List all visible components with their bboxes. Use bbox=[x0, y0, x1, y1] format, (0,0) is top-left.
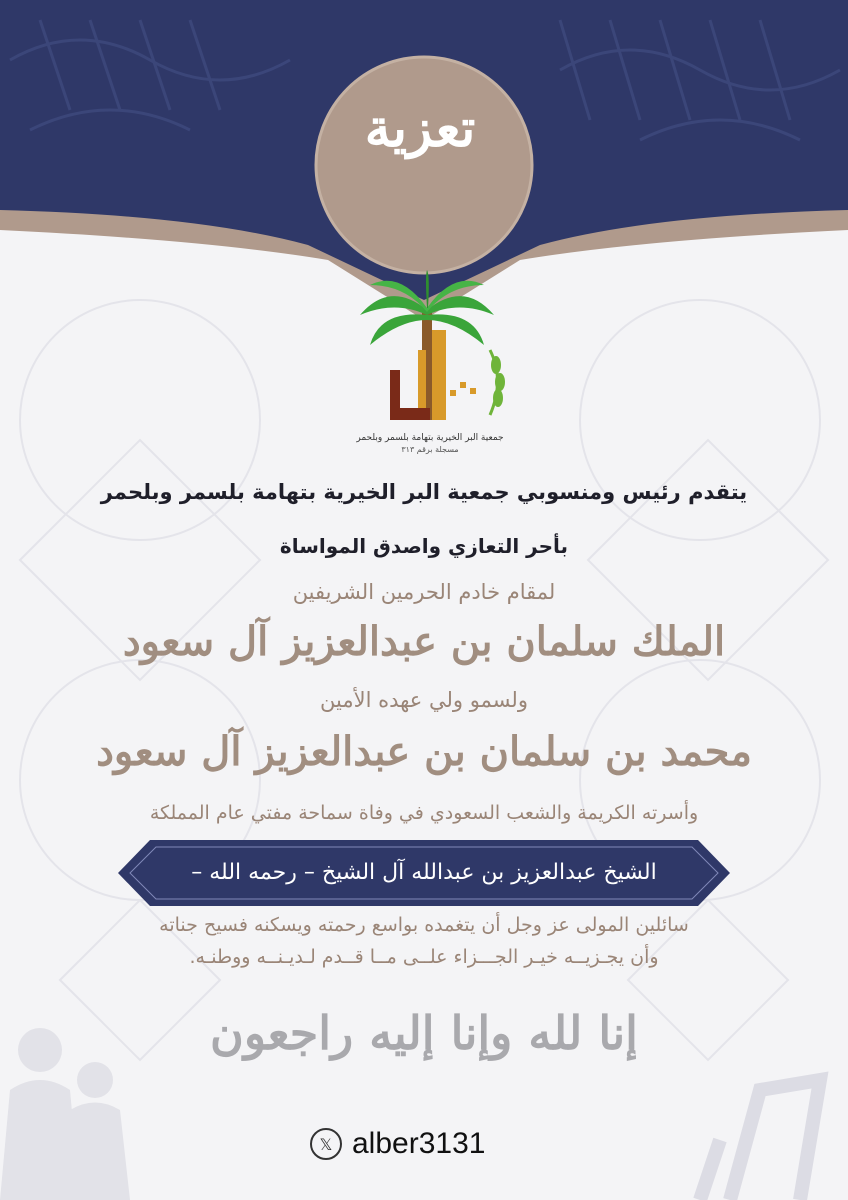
logo-org-name: جمعية البر الخيرية بتهامة بلسمر وبلحمر bbox=[356, 433, 504, 443]
towers-icon bbox=[390, 330, 476, 420]
message-line-2: بأحر التعازي واصدق المواساة bbox=[279, 534, 569, 558]
banner-text: الشيخ عبدالعزيز بن عبدالله آل الشيخ – رحمه الله – bbox=[191, 860, 657, 885]
wheat-branch-icon bbox=[490, 350, 505, 415]
prayer-line-2: وأن يجـزيــه خيـر الجـــزاء علــى مــا قــدم لـديـنــه ووطنـه. bbox=[189, 946, 659, 968]
handle-text: alber3131 bbox=[352, 1127, 486, 1160]
crown-prince-name: محمد بن سلمان بن عبدالعزيز آل سعود bbox=[96, 728, 752, 775]
prayer-line-1: سائلين المولى عز وجل أن يتغمده بواسع رحمته ويسكنه فسيح جناته bbox=[159, 914, 689, 936]
message-line-4: ولسمو ولي عهده الأمين bbox=[320, 688, 528, 712]
message-line-3: لمقام خادم الحرمين الشريفين bbox=[292, 580, 556, 604]
message-line-5: وأسرته الكريمة والشعب السعودي في وفاة سماحة مفتي عام المملكة bbox=[149, 802, 699, 824]
message-line-1: يتقدم رئيس ومنسوبي جمعية البر الخيرية بتهامة بلسمر وبلحمر bbox=[100, 480, 748, 504]
closing-verse: إنا لله وإنا إليه راجعون bbox=[210, 1006, 638, 1060]
logo-registration: مسجلة برقم ٣١٣ bbox=[401, 445, 459, 454]
king-name: الملك سلمان بن عبدالعزيز آل سعود bbox=[122, 618, 726, 665]
bottom-right-figures bbox=[700, 1080, 820, 1200]
social-handle[interactable] bbox=[310, 1124, 485, 1164]
palm-tree-icon bbox=[360, 270, 494, 420]
x-logo-icon: 𝕏 bbox=[310, 1128, 342, 1160]
org-logo bbox=[340, 270, 520, 460]
badge-title: تعزية bbox=[364, 98, 476, 159]
